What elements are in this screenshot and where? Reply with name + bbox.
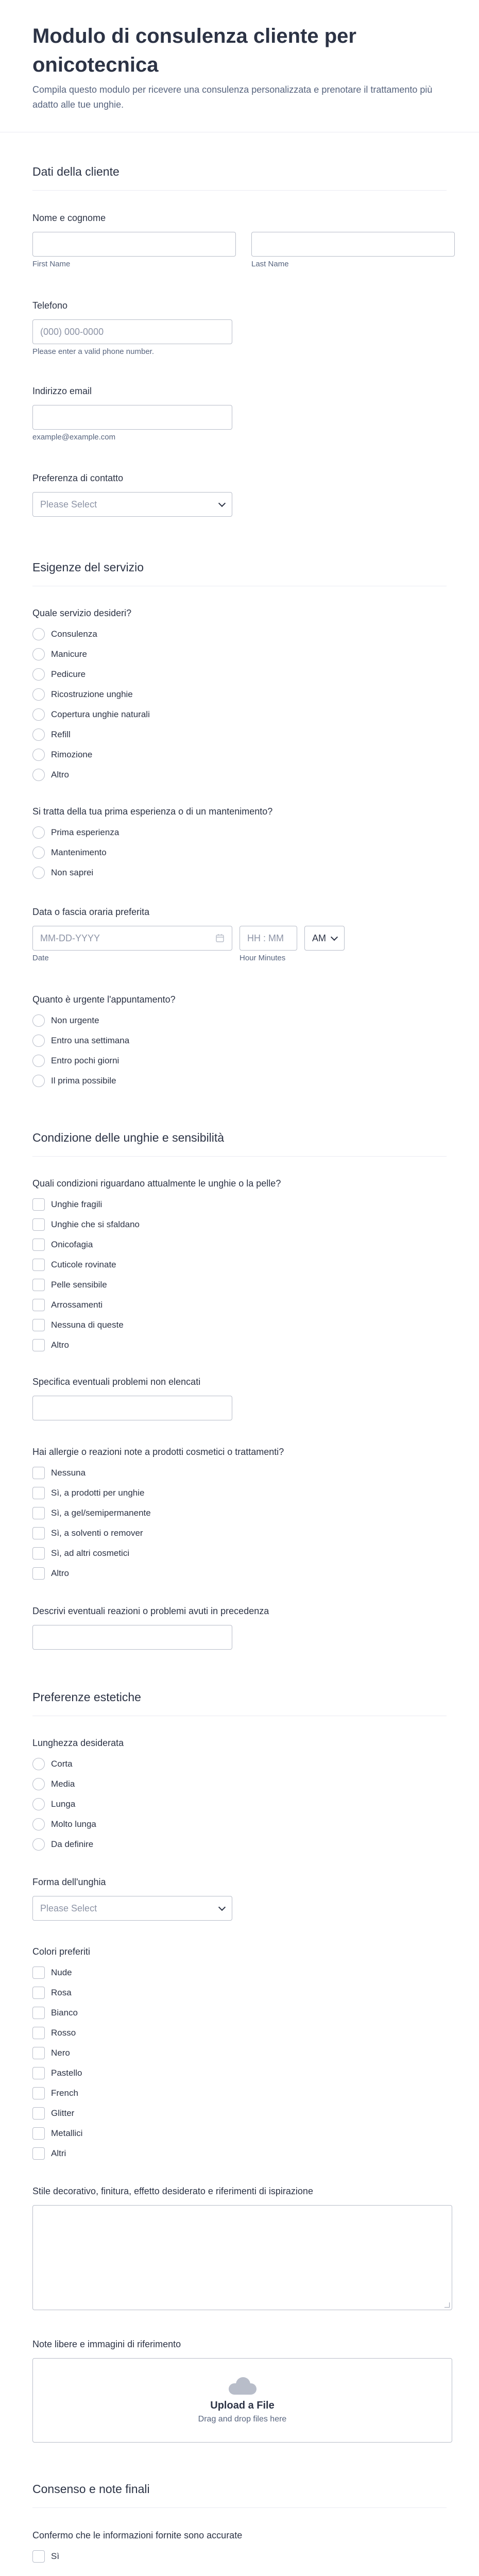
colors-option[interactable]: Rosso [32,2023,455,2043]
past-reactions-input[interactable] [32,1625,232,1650]
upload-label: Note libere e immagini di riferimento [32,2339,181,2349]
contact-preference-label: Preferenza di contatto [32,473,124,483]
email-input[interactable] [32,405,232,430]
name-label: Nome e cognome [32,213,106,223]
ampm-select[interactable]: AM [304,926,345,951]
radio-button[interactable] [32,749,45,761]
radio-button[interactable] [32,867,45,879]
service-label: Quale servizio desideri? [32,608,132,618]
style-textarea[interactable] [32,2205,452,2310]
upload-field [32,2339,455,2443]
email-field [32,386,455,442]
colors-option[interactable]: Nero [32,2043,455,2063]
shape-select[interactable] [32,1896,232,1921]
checkbox[interactable] [32,1467,45,1479]
resize-handle-icon[interactable] [444,2302,450,2308]
colors-option[interactable]: Glitter [32,2103,455,2123]
checkbox[interactable] [32,2087,45,2099]
colors-label: Colori preferiti [32,1946,91,1957]
style-label: Stile decorativo, finitura, effetto desiderato e riferimenti di ispirazione [32,2186,313,2196]
consent-accuracy-label: Confermo che le informazioni fornite sono accurate [32,2530,243,2540]
chevron-down-icon [218,499,226,506]
section-title: Condizione delle unghie e sensibilità [32,1131,225,1144]
urgency-field [32,994,455,1091]
radio-button[interactable] [32,1838,45,1851]
section-title: Esigenze del servizio [32,561,144,574]
other-issues-input[interactable] [32,1396,232,1420]
radio-button[interactable] [32,769,45,781]
consent-accuracy-option[interactable]: Sì [32,2546,455,2566]
select-placeholder: Please Select [40,499,97,510]
conditions-field [32,1178,455,1355]
section-title: Preferenze estetiche [32,1690,141,1704]
urgency-option[interactable]: Entro pochi giorni [32,1050,455,1071]
consent-accuracy-field [32,2530,455,2566]
first-time-field [32,806,455,883]
section-nail-condition [32,1131,447,1157]
file-dropzone[interactable] [32,2358,452,2443]
length-option[interactable]: Da definire [32,1834,455,1854]
first-name-sublabel: First Name [32,260,71,268]
first-name-input[interactable] [32,232,236,257]
past-reactions-field [32,1606,455,1650]
checkbox[interactable] [32,1339,45,1351]
service-option[interactable]: Pedicure [32,664,455,684]
select-placeholder: Please Select [40,1903,97,1913]
checkbox[interactable] [32,1567,45,1580]
radio-button[interactable] [32,708,45,721]
service-option[interactable]: Manicure [32,644,455,664]
colors-field [32,1946,455,2163]
phone-label: Telefono [32,300,68,311]
date-input[interactable]: MM-DD-YYYY [32,926,232,951]
checkbox[interactable] [32,2027,45,2039]
conditions-option[interactable]: Unghie fragili [32,1194,455,1214]
time-input[interactable]: HH : MM [239,926,297,951]
calendar-icon[interactable] [215,934,225,943]
service-option[interactable]: Consulenza [32,624,455,644]
radio-button[interactable] [32,1035,45,1047]
checkbox[interactable] [32,1218,45,1231]
radio-button[interactable] [32,846,45,859]
colors-option[interactable]: Altri [32,2143,455,2163]
conditions-option[interactable]: Altro [32,1335,455,1355]
chevron-down-icon [331,933,338,940]
radio-button[interactable] [32,628,45,640]
radio-button[interactable] [32,648,45,660]
colors-option[interactable]: Bianco [32,2003,455,2023]
last-name-sublabel: Last Name [251,260,289,268]
colors-option[interactable]: Pastello [32,2063,455,2083]
checkbox[interactable] [32,1279,45,1291]
urgency-option[interactable]: Non urgente [32,1010,455,1030]
checkbox[interactable] [32,1547,45,1560]
phone-hint: Please enter a valid phone number. [32,347,154,356]
section-consent [32,2482,447,2508]
checkbox[interactable] [32,2127,45,2140]
upload-subtitle: Drag and drop files here [198,2414,287,2424]
radio-button[interactable] [32,1055,45,1067]
radio-button[interactable] [32,688,45,701]
time-sublabel: Hour Minutes [239,954,286,962]
cloud-upload-icon [229,2377,256,2395]
section-title: Dati della cliente [32,165,119,178]
other-issues-label: Specifica eventuali problemi non elencati [32,1377,201,1387]
first-time-label: Si tratta della tua prima esperienza o di un mantenimento? [32,806,273,817]
phone-field [32,300,455,356]
conditions-option[interactable]: Cuticole rovinate [32,1255,455,1275]
colors-option[interactable]: French [32,2083,455,2103]
email-hint: example@example.com [32,433,116,442]
radio-button[interactable] [32,1798,45,1810]
colors-option[interactable]: Nude [32,1962,455,1982]
length-field [32,1738,455,1854]
datetime-field [32,907,455,962]
checkbox[interactable] [32,1527,45,1539]
urgency-label: Quanto è urgente l'appuntamento? [32,994,176,1005]
checkbox[interactable] [32,1507,45,1519]
radio-button[interactable] [32,1014,45,1027]
radio-button[interactable] [32,1818,45,1831]
other-issues-field [32,1377,455,1420]
radio-button[interactable] [32,668,45,681]
name-field [32,213,455,268]
service-option[interactable]: Refill [32,724,455,744]
shape-label: Forma dell'unghia [32,1877,106,1887]
shape-field [32,1877,455,1921]
first-time-option[interactable]: Non saprei [32,862,455,883]
form-title: Modulo di consulenza cliente per onicotecnica [32,25,356,76]
radio-button[interactable] [32,1778,45,1790]
form-description: Compila questo modulo per ricevere una consulenza personalizzata e prenotare il trattamento più adatto alle tue unghie. [32,84,433,110]
urgency-option[interactable]: Entro una settimana [32,1030,455,1050]
checkbox[interactable] [32,1259,45,1271]
checkbox[interactable] [32,1319,45,1331]
upload-title: Upload a File [210,2399,275,2411]
section-client-data [32,165,447,191]
datetime-label: Data o fascia oraria preferita [32,907,150,917]
conditions-option[interactable]: Pelle sensibile [32,1275,455,1295]
length-option[interactable]: Corta [32,1754,455,1774]
conditions-option[interactable]: Arrossamenti [32,1295,455,1315]
checkbox[interactable] [32,1239,45,1251]
service-option[interactable]: Ricostruzione unghie [32,684,455,704]
checkbox[interactable] [32,2550,45,2563]
allergies-label: Hai allergie o reazioni note a prodotti cosmetici o trattamenti? [32,1447,284,1457]
section-service-needs [32,561,447,586]
first-time-option[interactable]: Prima esperienza [32,822,455,842]
colors-option[interactable]: Metallici [32,2123,455,2143]
conditions-label: Quali condizioni riguardano attualmente le unghie o la pelle? [32,1178,281,1189]
conditions-option[interactable]: Onicofagia [32,1234,455,1255]
service-option[interactable]: Copertura unghie naturali [32,704,455,724]
phone-input[interactable]: (000) 000-0000 [32,319,232,344]
allergies-option[interactable]: Sì, a solventi o remover [32,1523,455,1543]
allergies-option[interactable]: Sì, a gel/semipermanente [32,1503,455,1523]
checkbox[interactable] [32,1198,45,1211]
checkbox[interactable] [32,1987,45,1999]
last-name-input[interactable] [251,232,455,257]
length-label: Lunghezza desiderata [32,1738,124,1748]
checkbox[interactable] [32,2067,45,2079]
date-sublabel: Date [32,954,49,962]
allergies-field [32,1447,455,1583]
conditions-option[interactable]: Nessuna di queste [32,1315,455,1335]
chevron-down-icon [218,1903,226,1910]
allergies-option[interactable]: Nessuna [32,1463,455,1483]
radio-button[interactable] [32,728,45,741]
section-aesthetic-preferences [32,1690,447,1716]
allergies-option[interactable]: Altro [32,1563,455,1583]
checkbox[interactable] [32,1967,45,1979]
checkbox[interactable] [32,2107,45,2120]
radio-button[interactable] [32,1075,45,1087]
form-header [0,0,479,132]
checkbox[interactable] [32,2147,45,2160]
service-option[interactable]: Altro [32,765,455,785]
allergies-option[interactable]: Sì, ad altri cosmetici [32,1543,455,1563]
allergies-option[interactable]: Sì, a prodotti per unghie [32,1483,455,1503]
conditions-option[interactable]: Unghie che si sfaldano [32,1214,455,1234]
first-time-option[interactable]: Mantenimento [32,842,455,862]
email-label: Indirizzo email [32,386,92,396]
section-title: Consenso e note finali [32,2482,150,2496]
length-option[interactable]: Media [32,1774,455,1794]
radio-button[interactable] [32,826,45,839]
checkbox[interactable] [32,2007,45,2019]
checkbox[interactable] [32,1299,45,1311]
service-option[interactable]: Rimozione [32,744,455,765]
contact-preference-select[interactable] [32,492,232,517]
checkbox[interactable] [32,2047,45,2059]
colors-option[interactable]: Rosa [32,1982,455,2003]
contact-preference-field [32,473,455,517]
checkbox[interactable] [32,1487,45,1499]
past-reactions-label: Descrivi eventuali reazioni o problemi avuti in precedenza [32,1606,269,1616]
length-option[interactable]: Molto lunga [32,1814,455,1834]
style-field [32,2186,455,2310]
radio-button[interactable] [32,1758,45,1770]
service-field [32,608,455,785]
length-option[interactable]: Lunga [32,1794,455,1814]
urgency-option[interactable]: Il prima possibile [32,1071,455,1091]
